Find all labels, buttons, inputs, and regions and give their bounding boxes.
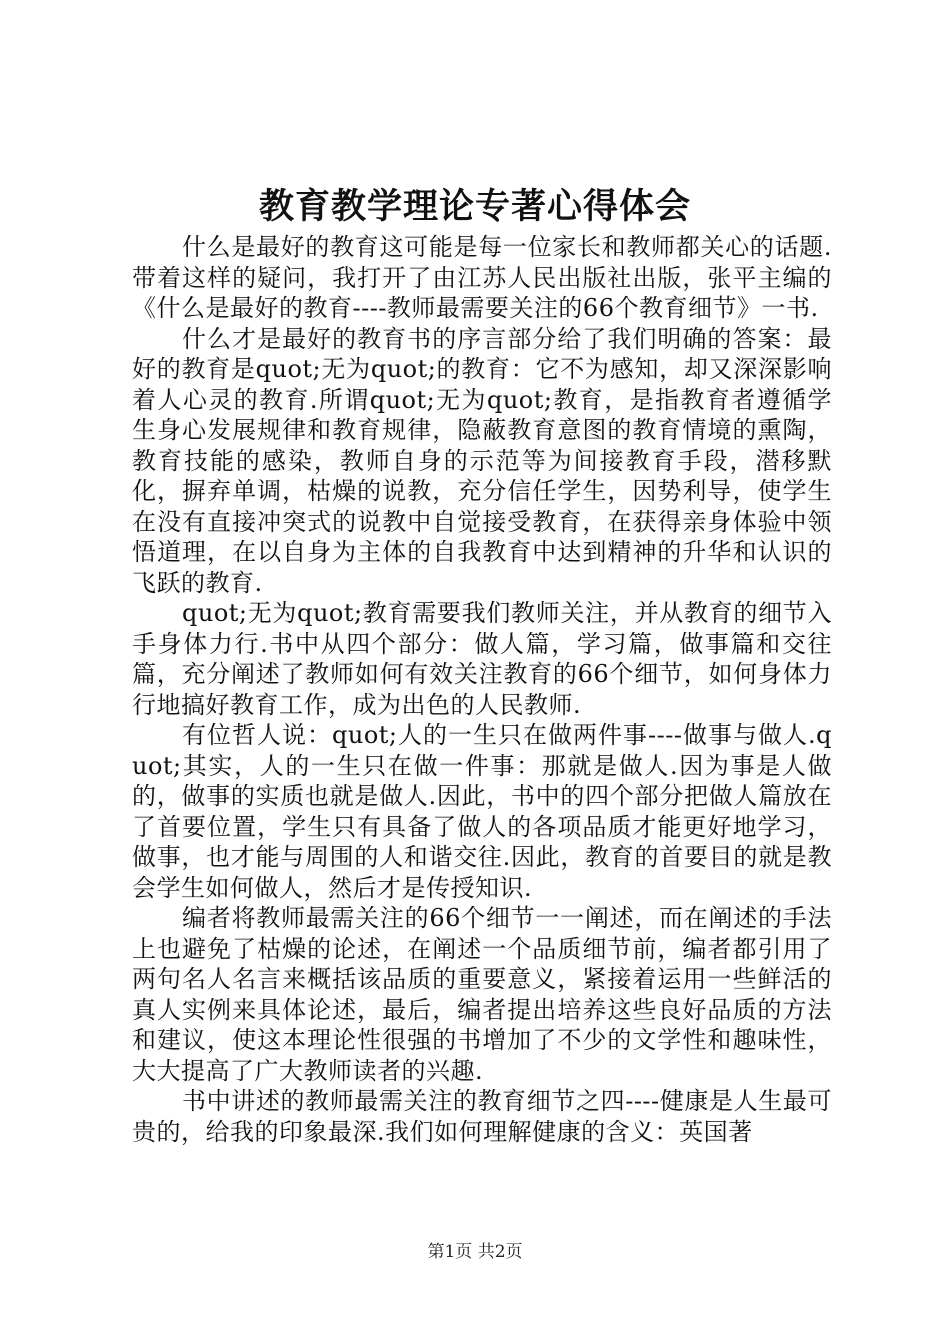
document-title: 教育教学理论专著心得体会	[258, 186, 691, 227]
paragraph-6: 书中讲述的教师最需关注的教育细节之四----健康是人生最可贵的，给我的印象最深.我们如何理解健康的含义：英国著	[132, 1087, 832, 1146]
paragraph-3: quot;无为quot;教育需要我们教师关注，并从教育的细节入手身体力行.书中从四个部分：做人篇，学习篇，做事篇和交往篇，充分阐述了教师如何有效关注教育的66个细节，如何身体力行地搞好教育工作，成为出色的人民教师.	[132, 599, 832, 719]
paragraph-2: 什么才是最好的教育书的序言部分给了我们明确的答案：最好的教育是quot;无为quot;的教育：它不为感知，却又深深影响着人心灵的教育.所谓quot;无为quot;教育，是指教育者遵循学生身心发展规律和教育规律，隐蔽教育意图的教育情境的熏陶，教育技能的感染，教师自身的示范等为间接教育手段，潜移默化，摒弃单调，枯燥的说教，充分信任学生，因势利导，使学生在没有直接冲突式的说教中自觉接受教育，在获得亲身体验中领悟道理，在以自身为主体的自我教育中达到精神的升华和认识的飞跃的教育.	[132, 324, 832, 597]
paragraph-4: 有位哲人说：quot;人的一生只在做两件事----做事与做人.quot;其实，人的一生只在做一件事：那就是做人.因为事是人做的，做事的实质也就是做人.因此，书中的四个部分把做人篇放在了首要位置，学生只有具备了做人的各项品质才能更好地学习，做事，也才能与周围的人和谐交往.因此，教育的首要目的就是教会学生如何做人，然后才是传授知识.	[132, 721, 832, 902]
document-body	[132, 232, 832, 1147]
page-number-footer: 第1页 共2页	[427, 1242, 523, 1262]
paragraph-1: 什么是最好的教育这可能是每一位家长和教师都关心的话题.带着这样的疑问，我打开了由江苏人民出版社出版，张平主编的《什么是最好的教育----教师最需要关注的66个教育细节》一书.	[132, 233, 832, 322]
paragraph-5: 编者将教师最需关注的66个细节一一阐述，而在阐述的手法上也避免了枯燥的论述，在阐述一个品质细节前，编者都引用了两句名人名言来概括该品质的重要意义，紧接着运用一些鲜活的真人实例来具体论述，最后，编者提出培养这些良好品质的方法和建议，使这本理论性很强的书增加了不少的文学性和趣味性，大大提高了广大教师读者的兴趣.	[132, 904, 832, 1085]
